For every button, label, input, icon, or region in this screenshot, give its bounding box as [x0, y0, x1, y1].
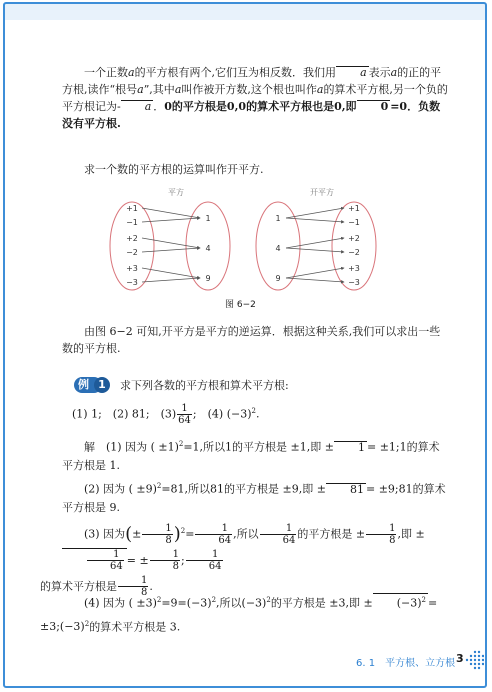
right-range-ellipse — [332, 202, 376, 290]
example-items: (1) 1; (2) 81; (3) $\frac{1}{64}$ ; (4) $(-3)^2$. — [72, 403, 260, 426]
root-arrow — [286, 208, 344, 218]
figure-caption: 图 6−2 — [225, 300, 256, 310]
example-badge: 例 1 — [74, 377, 114, 393]
left-input-label: +3 — [126, 264, 138, 273]
square-arrow — [142, 278, 200, 282]
right-output-label: −1 — [348, 218, 360, 227]
definition-paragraph: 求一个数的平方根的运算叫作开平方. — [84, 163, 264, 176]
right-output-label: +1 — [348, 204, 360, 213]
left-output-label: 1 — [205, 214, 211, 223]
left-input-label: +2 — [126, 234, 138, 243]
right-output-label: +2 — [348, 234, 360, 243]
solution-3: (3) 因为(± $\frac{1}{8}$ )$^2$= $\frac{1}{64}$ ,所以 $\frac{1}{64}$ 的平方根是 ± $\frac{1}{8}$ ,即 ± $\frac{1}{64}$ = ± $\frac{1}{8}$ ; $\frac{1}{64}$ 的算术平方根是 $\frac{1}{8}$ . — [40, 523, 425, 599]
section-title: 6. 1 平方根、立方根 — [356, 658, 456, 669]
left-input-label: +1 — [126, 204, 138, 213]
square-arrow — [142, 268, 200, 278]
left-input-label: −1 — [126, 218, 138, 227]
right-input-label: 9 — [275, 274, 281, 283]
left-output-label: 4 — [205, 244, 211, 253]
solution-1: 解 (1) 因为 ( ±1)$^2$=1,所以1的平方根是 ±1,即 ± 1 = ±1;1的算术平方根是 1. — [62, 440, 440, 472]
root-arrow — [286, 248, 344, 252]
square-root-mapping-diagram — [100, 186, 400, 298]
dot-grid-icon — [464, 650, 484, 670]
root-arrow — [286, 268, 344, 278]
right-title: 开平方 — [310, 188, 334, 197]
square-arrow — [142, 218, 200, 222]
inverse-operation-paragraph: 由图 6−2 可知,开平方是平方的逆运算．根据这种关系,我们可以求出一些数的平方根. — [62, 325, 441, 355]
intro-paragraph: 一个正数a的平方根有两个,它们互为相反数．我们用 a 表示a的正的平方根,读作“根号a”,其中a叫作被开方数,这个根也叫作a的算术平方根,另一个负的平方根记为- a ．0的平方根是0,0的算术平方根也是0,即 0 =0．负数没有平方根. — [62, 66, 448, 130]
square-arrow — [142, 238, 200, 248]
left-input-label: −3 — [126, 278, 138, 287]
left-domain-ellipse — [110, 202, 154, 290]
right-input-label: 4 — [275, 244, 281, 253]
left-title: 平方 — [168, 188, 184, 197]
root-arrow — [286, 218, 344, 222]
square-arrow — [142, 208, 200, 218]
solution-2: (2) 因为 ( ±9)$^2$=81,所以81的平方根是 ±9,即 ± 81 = ±9;81的算术平方根是 9. — [62, 482, 446, 514]
root-arrow — [286, 238, 344, 248]
right-output-label: +3 — [348, 264, 360, 273]
right-output-label: −2 — [348, 248, 360, 257]
page-number: 3 — [456, 652, 464, 665]
left-output-label: 9 — [205, 274, 211, 283]
right-input-label: 1 — [275, 214, 281, 223]
example-prompt: 求下列各数的平方根和算术平方根: — [120, 379, 289, 392]
square-arrow — [142, 248, 200, 252]
solution-4: (4) 因为 ( $\pm 3)^2=9=(-3)^2$,所以$(-3)^2$的平方根是 ±3,即 ± $(-3)^2$ = $\pm 3;(-3)^2$的算术平方根是 3. — [62, 590, 450, 637]
right-output-label: −3 — [348, 278, 360, 287]
root-arrow — [286, 278, 344, 282]
left-input-label: −2 — [126, 248, 138, 257]
